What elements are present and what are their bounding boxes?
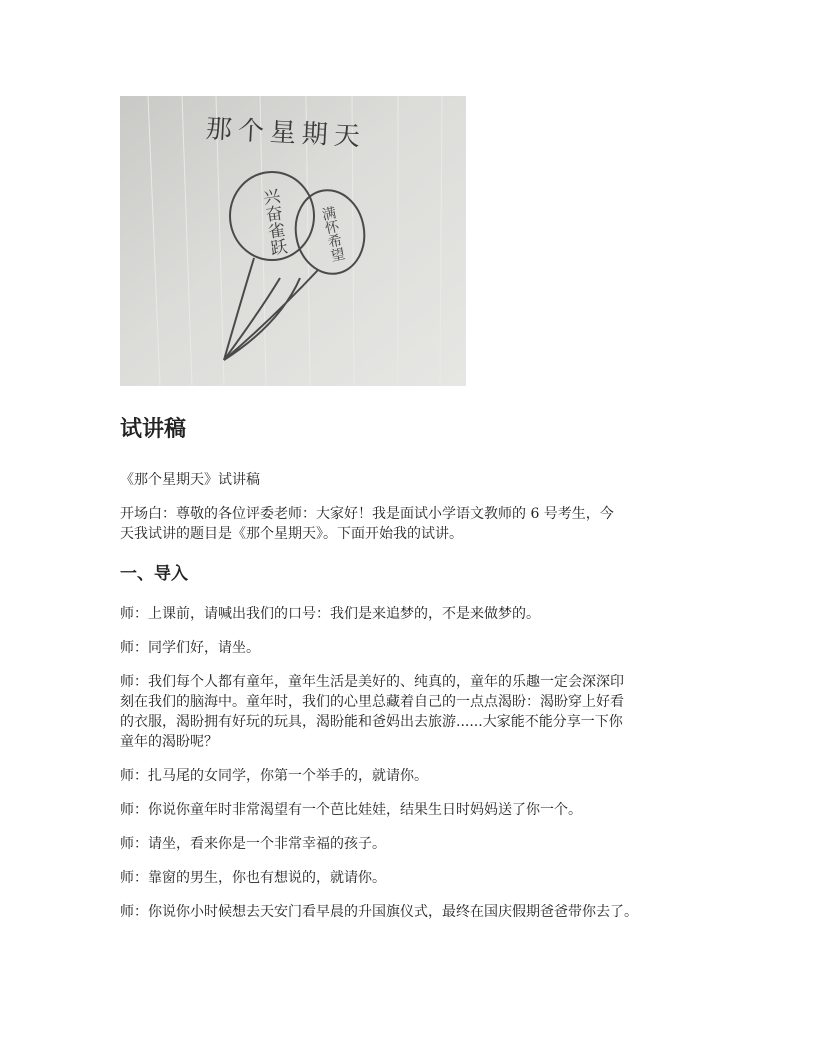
paragraph: [120, 868, 710, 888]
paragraph: [120, 800, 710, 820]
handwritten-balloon-photo: [120, 96, 466, 386]
paragraph-line: 师：我们每个人都有童年，童年生活是美好的、纯真的，童年的乐趣一定会深深印: [120, 674, 624, 690]
paragraph-line: 天我试讲的题目是《那个星期天》。下面开始我的试讲。: [120, 526, 463, 542]
document-heading: 试讲稿: [120, 417, 187, 442]
paragraph-line: 师：你说你小时候想去天安门看早晨的升国旗仪式，最终在国庆假期爸爸带你去了。: [120, 904, 638, 920]
paragraph: [120, 766, 710, 786]
paragraph-line: 师：你说你童年时非常渴望有一个芭比娃娃，结果生日时妈妈送了你一个。: [120, 802, 582, 818]
paragraph-line: 师：靠窗的男生，你也有想说的，就请你。: [120, 870, 386, 886]
opening-paragraph: [120, 504, 710, 544]
paragraph: [120, 672, 710, 752]
document-page: [120, 96, 710, 922]
paragraph-line: 的衣服，渴盼拥有好玩的玩具，渴盼能和爸妈出去旅游......大家能不能分享一下你: [120, 714, 623, 730]
paragraph-line: 师：上课前，请喊出我们的口号：我们是来追梦的，不是来做梦的。: [120, 606, 540, 622]
document-subtitle: 《那个星期天》试讲稿: [120, 472, 260, 488]
paragraph-line: 童年的渴盼呢？: [120, 734, 218, 750]
paragraph: [120, 638, 710, 658]
section-heading-intro: 一、导入: [120, 564, 188, 584]
balloon-left-text: 兴奋雀跃: [258, 186, 288, 258]
paragraph-line: 师：同学们好，请坐。: [120, 640, 260, 656]
handwritten-title: 那个星期天: [205, 114, 367, 153]
paragraph-line: 刻在我们的脑海中。童年时，我们的心里总藏着自己的一点点渴盼：渴盼穿上好看: [120, 694, 624, 710]
paragraph-line: 开场白：尊敬的各位评委老师：大家好！我是面试小学语文教师的 6 号考生，今: [120, 506, 614, 522]
balloon-right-text: 满怀希望: [318, 204, 347, 264]
paragraph: [120, 902, 710, 922]
paragraph: [120, 604, 710, 624]
paragraph-line: 师：扎马尾的女同学，你第一个举手的，就请你。: [120, 768, 428, 784]
paragraph: [120, 834, 710, 854]
paragraph-line: 师：请坐，看来你是一个非常幸福的孩子。: [120, 836, 386, 852]
